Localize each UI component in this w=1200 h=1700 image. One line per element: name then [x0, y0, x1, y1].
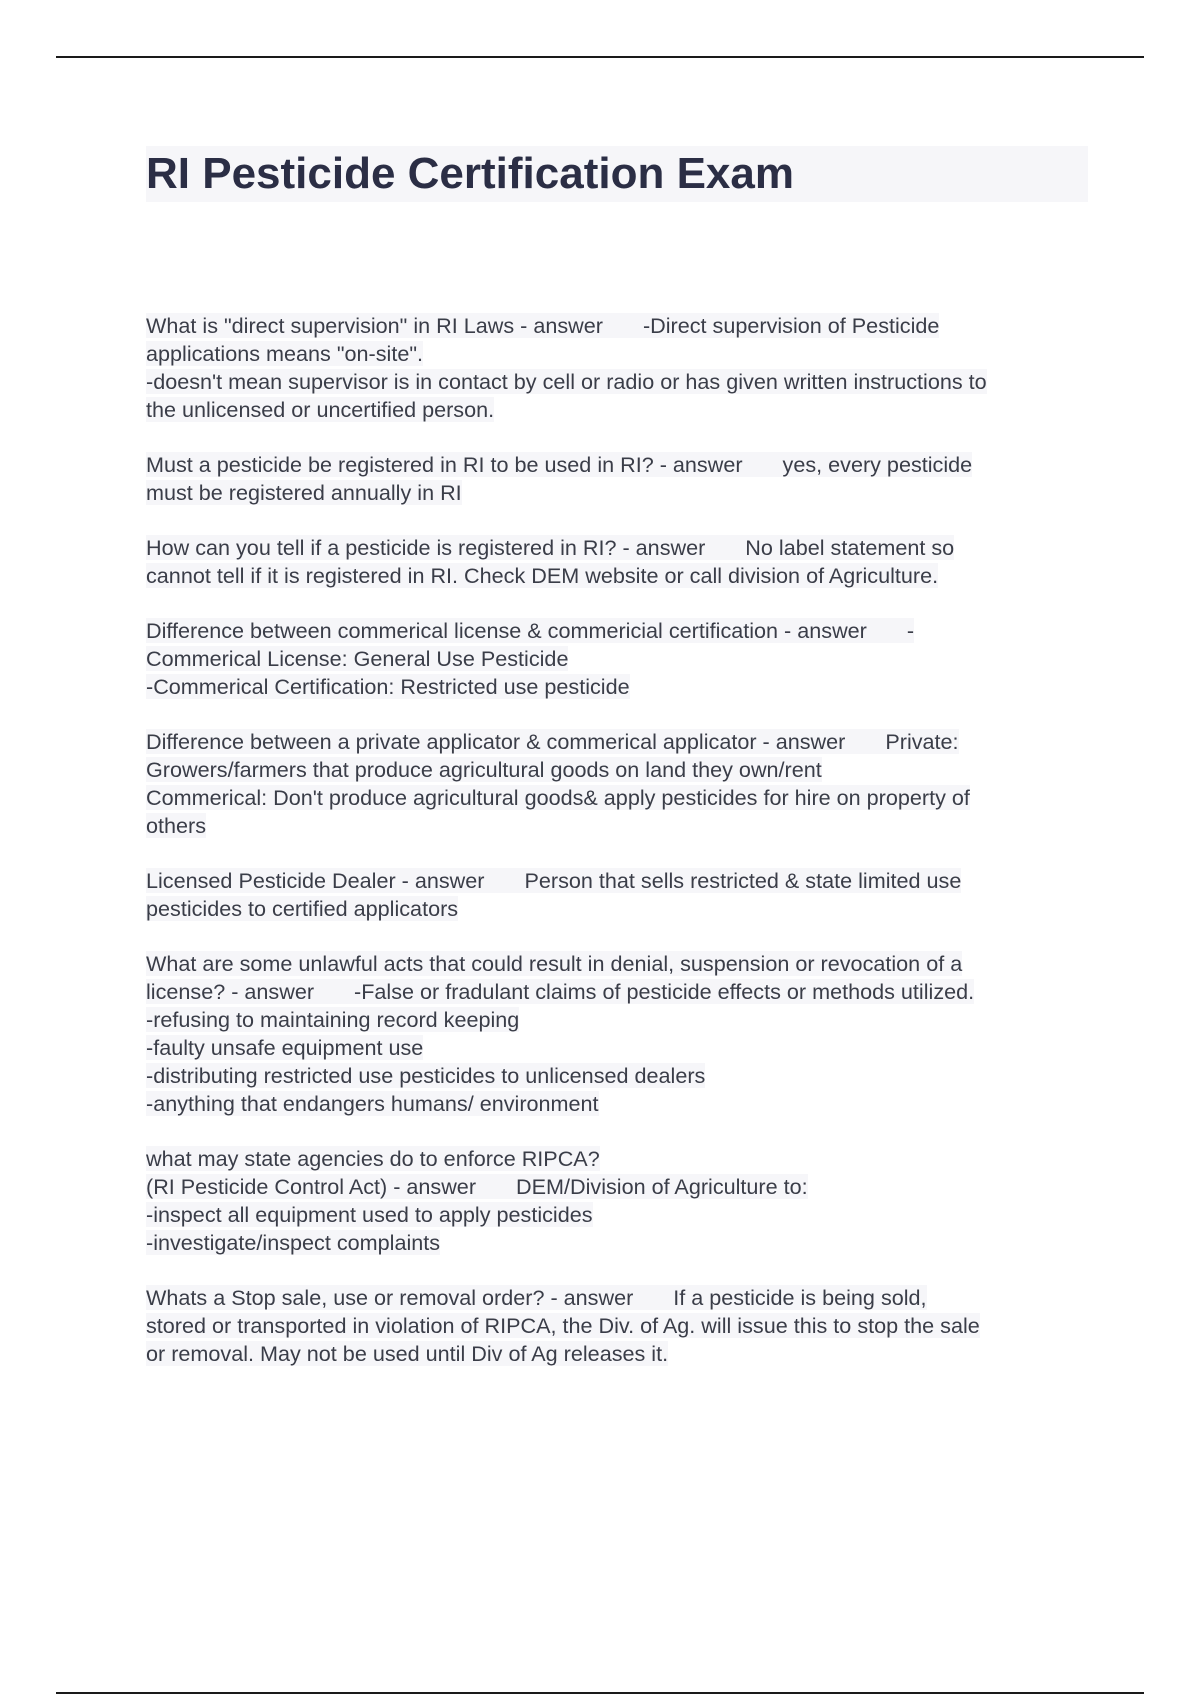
qa-list [146, 312, 1096, 1395]
answer-text: Person that sells restricted & state limited use [524, 868, 962, 893]
answer-text: -inspect all equipment used to apply pesticides [146, 1202, 593, 1227]
qa-entry [146, 728, 1096, 840]
answer-text: others [146, 813, 207, 838]
question-text: Must a pesticide be registered in RI to be used in RI? - answer [146, 452, 743, 477]
question-text: Difference between a private applicator & commerical applicator - answer [146, 729, 846, 754]
question-text: What are some unlawful acts that could result in denial, suspension or revocation of a [146, 951, 963, 976]
answer-text: Growers/farmers that produce agricultural goods on land they own/rent [146, 757, 822, 782]
qa-entry [146, 534, 1096, 590]
answer-text: -Commerical Certification: Restricted use pesticide [146, 674, 630, 699]
answer-text: -refusing to maintaining record keeping [146, 1007, 520, 1032]
qa-entry [146, 451, 1096, 507]
answer-text: -distributing restricted use pesticides to unlicensed dealers [146, 1063, 706, 1088]
answer-text: cannot tell if it is registered in RI. Check DEM website or call division of Agriculture. [146, 563, 939, 588]
answer-text: stored or transported in violation of RIPCA, the Div. of Ag. will issue this to stop the sale [146, 1313, 980, 1338]
answer-text: - [906, 618, 915, 643]
answer-text: must be registered annually in RI [146, 480, 462, 505]
top-rule [56, 56, 1144, 58]
answer-text: Commerical License: General Use Pesticide [146, 646, 569, 671]
qa-entry [146, 312, 1096, 424]
question-text: (RI Pesticide Control Act) - answer [146, 1174, 477, 1199]
answer-text: If a pesticide is being sold, [673, 1285, 927, 1310]
answer-text: or removal. May not be used until Div of Ag releases it. [146, 1341, 669, 1366]
answer-text: -faulty unsafe equipment use [146, 1035, 424, 1060]
answer-text: -doesn't mean supervisor is in contact by cell or radio or has given written instructions to [146, 369, 987, 394]
answer-text: -Direct supervision of Pesticide [642, 313, 940, 338]
answer-text: DEM/Division of Agriculture to: [516, 1174, 808, 1199]
answer-text: -investigate/inspect complaints [146, 1230, 441, 1255]
answer-text: Private: [885, 729, 959, 754]
answer-text: -anything that endangers humans/ environment [146, 1091, 599, 1116]
answer-text: applications means "on-site". [146, 341, 423, 366]
answer-text: Commerical: Don't produce agricultural goods& apply pesticides for hire on property of [146, 785, 970, 810]
question-text: what may state agencies do to enforce RIPCA? [146, 1146, 600, 1171]
qa-entry [146, 1284, 1096, 1368]
answer-text: yes, every pesticide [782, 452, 973, 477]
answer-text: -False or fradulant claims of pesticide effects or methods utilized. [354, 979, 975, 1004]
bottom-rule [56, 1692, 1144, 1694]
answer-text: the unlicensed or uncertified person. [146, 397, 495, 422]
qa-entry [146, 1145, 1096, 1257]
question-text: Difference between commerical license & commericial certification - answer [146, 618, 867, 643]
question-text: What is "direct supervision" in RI Laws - answer [146, 313, 603, 338]
question-text: Licensed Pesticide Dealer - answer [146, 868, 485, 893]
page-title: RI Pesticide Certification Exam [146, 149, 794, 198]
question-text: How can you tell if a pesticide is registered in RI? - answer [146, 535, 706, 560]
qa-entry [146, 950, 1096, 1118]
answer-text: No label statement so [745, 535, 955, 560]
answer-text: pesticides to certified applicators [146, 896, 459, 921]
qa-entry [146, 867, 1096, 923]
question-text: Whats a Stop sale, use or removal order? - answer [146, 1285, 634, 1310]
question-text: license? - answer [146, 979, 315, 1004]
qa-entry [146, 617, 1096, 701]
